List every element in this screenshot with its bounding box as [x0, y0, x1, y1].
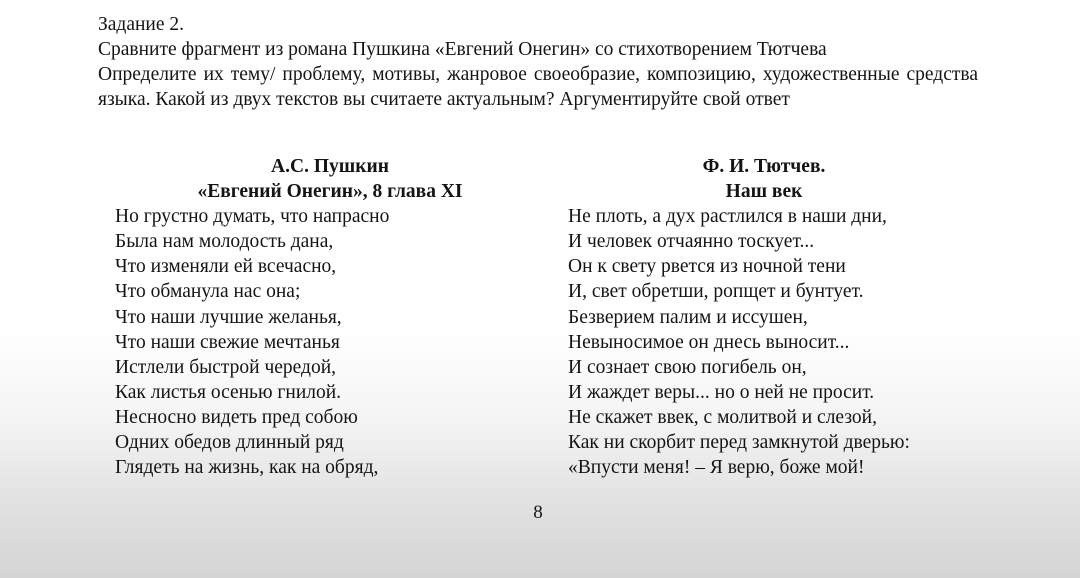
verse-line: Не плоть, а дух растлился в наши дни,: [568, 206, 887, 228]
verse-line: Что наши лучшие желанья,: [115, 306, 342, 328]
pushkin-author: А.С. Пушкин: [271, 156, 389, 177]
verse-line: Как ни скорбит перед замкнутой дверью:: [568, 432, 910, 454]
page-number: 8: [533, 502, 543, 523]
verse-line: Истлели быстрой чередой,: [115, 356, 337, 378]
verse-line: И, свет обретши, ропщет и бунтует.: [568, 281, 864, 303]
tyutchev-author: Ф. И. Тютчев.: [702, 156, 826, 177]
verse-line: Невыносимое он днесь выносит...: [568, 331, 850, 353]
verse-line: Что наши свежие мечтанья: [115, 331, 340, 353]
verse-line: Как листья осенью гнилой.: [115, 381, 342, 403]
verse-line: И человек отчаянно тоскует...: [568, 231, 815, 253]
verse-line: И сознает свою погибель он,: [568, 356, 807, 378]
tyutchev-title: Наш век: [725, 181, 803, 203]
verse-line: Он к свету рвется из ночной тени: [568, 256, 846, 278]
verse-line: Но грустно думать, что напрасно: [115, 206, 390, 228]
pushkin-title: «Евгений Онегин», 8 глава XI: [197, 181, 463, 203]
verse-line: И жаждет веры... но о ней не просит.: [568, 381, 875, 403]
verse-line: Одних обедов длинный ряд: [115, 432, 344, 454]
task-title: Задание 2.: [98, 14, 185, 35]
verse-line: Что изменяли ей всечасно,: [115, 256, 337, 278]
task-block: [98, 12, 978, 112]
verse-line: «Впусти меня! – Я верю, боже мой!: [568, 457, 865, 479]
pushkin-column: [115, 154, 545, 480]
verse-line: Несносно видеть пред собою: [115, 406, 358, 428]
verse-line: Глядеть на жизнь, как на обряд,: [115, 457, 379, 479]
task-instruction-body: Определите их тему/ проблему, мотивы, жанровое своеобразие, композицию, художественные средства языка. Какой из двух текстов вы считаете актуальным? Аргументируйте свой ответ: [98, 64, 978, 110]
verse-line: Была нам молодость дана,: [115, 231, 334, 253]
task-instruction-line: Сравните фрагмент из романа Пушкина «Евгений Онегин» со стихотворением Тютчева: [98, 39, 827, 60]
verse-line: Что обманула нас она;: [115, 281, 301, 303]
tyutchev-column: [568, 154, 988, 480]
verse-line: Безверием палим и иссушен,: [568, 306, 808, 328]
verse-line: Не скажет ввек, с молитвой и слезой,: [568, 406, 877, 428]
